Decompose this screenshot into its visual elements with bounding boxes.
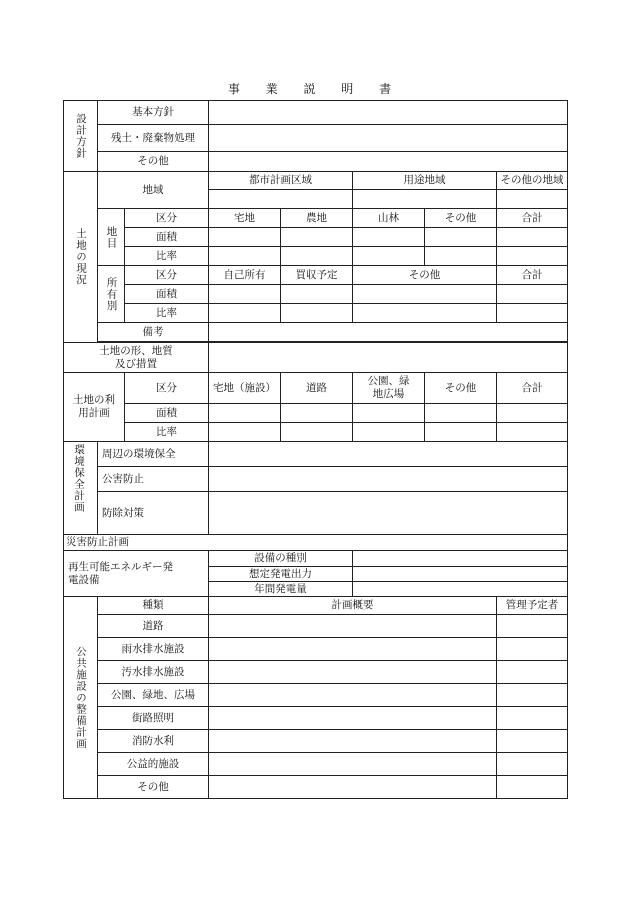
ownership-ratio-cell[interactable]: [209, 304, 281, 323]
ownership-col-self: 自己所有: [209, 266, 281, 285]
land-use-row-kubun: 区分: [125, 373, 209, 404]
pf-overview-cell[interactable]: [209, 730, 497, 753]
land-use-ratio-cell[interactable]: [425, 423, 497, 442]
annual-generation-field[interactable]: [353, 582, 568, 597]
terrain-label: 土地の形、地質及び措置: [64, 343, 209, 373]
pf-overview-cell[interactable]: [209, 684, 497, 707]
ownership-row-area: 面積: [125, 285, 209, 304]
region-label: 地域: [98, 172, 209, 209]
pf-manager-cell[interactable]: [497, 776, 568, 799]
land-use-label: 土地の利用計画: [64, 373, 125, 442]
basic-policy-field[interactable]: [209, 101, 568, 125]
pf-overview-cell[interactable]: [209, 661, 497, 684]
ownership-row-kubun: 区分: [125, 266, 209, 285]
pf-manager-cell[interactable]: [497, 707, 568, 730]
land-use-col-residential: 宅地（施設）: [209, 373, 281, 404]
pf-row-storm-drainage: 雨水排水施設: [98, 638, 209, 661]
ownership-row-ratio: 比率: [125, 304, 209, 323]
land-use-area-cell[interactable]: [425, 404, 497, 423]
chimoku-area-cell[interactable]: [425, 228, 497, 247]
control-measures-field[interactable]: [209, 492, 568, 535]
ownership-area-cell[interactable]: [281, 285, 353, 304]
use-district-header: 用途地域: [353, 172, 497, 190]
pf-header-overview: 計画概要: [209, 597, 497, 615]
remarks-label: 備考: [98, 323, 209, 342]
pf-header-type: 種類: [98, 597, 209, 615]
chimoku-area-cell[interactable]: [281, 228, 353, 247]
pf-row-sewage-drainage: 汚水排水施設: [98, 661, 209, 684]
pollution-prevention-label: 公害防止: [98, 467, 209, 492]
control-measures-label: 防除対策: [98, 492, 209, 535]
waste-disposal-label: 残土・廃棄物処理: [98, 125, 209, 152]
chimoku-col-farmland: 農地: [281, 209, 353, 228]
ownership-col-total: 合計: [497, 266, 568, 285]
other-region-header: その他の地域: [497, 172, 568, 190]
annual-generation-label: 年間発電量: [209, 582, 353, 597]
ownership-area-cell[interactable]: [209, 285, 281, 304]
disaster-plan-label: 災害防止計画: [64, 535, 568, 551]
waste-disposal-field[interactable]: [209, 125, 568, 152]
basic-policy-label: 基本方針: [98, 101, 209, 125]
pollution-prevention-field[interactable]: [209, 467, 568, 492]
ownership-col-purchase: 買収予定: [281, 266, 353, 285]
chimoku-ratio-cell[interactable]: [209, 247, 281, 266]
ownership-area-cell[interactable]: [497, 285, 568, 304]
ownership-col-other: その他: [353, 266, 497, 285]
use-district-field[interactable]: [353, 190, 497, 209]
land-use-col-park: 公園、緑地広場: [353, 373, 425, 404]
pf-row-other: その他: [98, 776, 209, 799]
land-use-area-cell[interactable]: [281, 404, 353, 423]
land-use-ratio-cell[interactable]: [209, 423, 281, 442]
expected-output-field[interactable]: [353, 567, 568, 582]
pf-row-road: 道路: [98, 615, 209, 638]
pf-row-public-benefit: 公益的施設: [98, 753, 209, 776]
env-plan-group-label: 環境保全計画: [64, 442, 98, 535]
pf-overview-cell[interactable]: [209, 615, 497, 638]
ownership-area-cell[interactable]: [353, 285, 497, 304]
pf-row-fire-water: 消防水利: [98, 730, 209, 753]
pf-manager-cell[interactable]: [497, 615, 568, 638]
pf-overview-cell[interactable]: [209, 638, 497, 661]
other-region-field[interactable]: [497, 190, 568, 209]
ownership-ratio-cell[interactable]: [497, 304, 568, 323]
chimoku-ratio-cell[interactable]: [281, 247, 353, 266]
land-use-col-road: 道路: [281, 373, 353, 404]
chimoku-col-forest: 山林: [353, 209, 425, 228]
chimoku-ratio-cell[interactable]: [353, 247, 425, 266]
pf-row-parks: 公園、緑地、広場: [98, 684, 209, 707]
land-use-col-total: 合計: [497, 373, 568, 404]
chimoku-area-cell[interactable]: [497, 228, 568, 247]
renewable-label: 再生可能エネルギー発電設備: [64, 551, 209, 597]
chimoku-area-cell[interactable]: [209, 228, 281, 247]
pf-manager-cell[interactable]: [497, 661, 568, 684]
pf-manager-cell[interactable]: [497, 638, 568, 661]
chimoku-row-kubun: 区分: [125, 209, 209, 228]
env-preservation-field[interactable]: [209, 442, 568, 467]
ownership-ratio-cell[interactable]: [353, 304, 497, 323]
business-explanation-form: [63, 100, 568, 799]
chimoku-label: 地目: [98, 209, 125, 266]
land-use-area-cell[interactable]: [353, 404, 425, 423]
equipment-type-label: 設備の種別: [209, 551, 353, 567]
document-title: 事 業 説 明 書: [227, 82, 403, 96]
chimoku-col-residential: 宅地: [209, 209, 281, 228]
land-use-area-cell[interactable]: [497, 404, 568, 423]
ownership-label: 所有別: [98, 266, 125, 323]
chimoku-row-ratio: 比率: [125, 247, 209, 266]
pf-overview-cell[interactable]: [209, 776, 497, 799]
pf-overview-cell[interactable]: [209, 753, 497, 776]
land-use-area-cell[interactable]: [209, 404, 281, 423]
pf-header-manager: 管理予定者: [497, 597, 568, 615]
city-planning-area-field[interactable]: [209, 190, 353, 209]
chimoku-ratio-cell[interactable]: [425, 247, 497, 266]
land-status-group-label: 土地の現況: [64, 172, 98, 343]
env-preservation-label: 周辺の環境保全: [98, 442, 209, 467]
pf-manager-cell[interactable]: [497, 684, 568, 707]
land-use-row-area: 面積: [125, 404, 209, 423]
remarks-field[interactable]: [209, 323, 568, 342]
design-other-field[interactable]: [209, 152, 568, 172]
chimoku-col-other: その他: [425, 209, 497, 228]
chimoku-row-area: 面積: [125, 228, 209, 247]
pf-row-street-lighting: 街路照明: [98, 707, 209, 730]
pf-manager-cell[interactable]: [497, 753, 568, 776]
land-use-col-other: その他: [425, 373, 497, 404]
expected-output-label: 想定発電出力: [209, 567, 353, 582]
land-use-ratio-cell[interactable]: [281, 423, 353, 442]
city-planning-area-header: 都市計画区域: [209, 172, 353, 190]
design-policy-group-label: 設計方針: [64, 101, 98, 172]
pf-overview-cell[interactable]: [209, 707, 497, 730]
equipment-type-field[interactable]: [353, 551, 568, 567]
land-use-row-ratio: 比率: [125, 423, 209, 442]
pf-manager-cell[interactable]: [497, 730, 568, 753]
public-facilities-group-label: 公共施設の整備計画: [64, 597, 98, 799]
design-other-label: その他: [98, 152, 209, 172]
chimoku-area-cell[interactable]: [353, 228, 425, 247]
ownership-ratio-cell[interactable]: [281, 304, 353, 323]
chimoku-col-total: 合計: [497, 209, 568, 228]
terrain-field[interactable]: [209, 343, 568, 373]
land-use-ratio-cell[interactable]: [497, 423, 568, 442]
chimoku-ratio-cell[interactable]: [497, 247, 568, 266]
land-use-ratio-cell[interactable]: [353, 423, 425, 442]
